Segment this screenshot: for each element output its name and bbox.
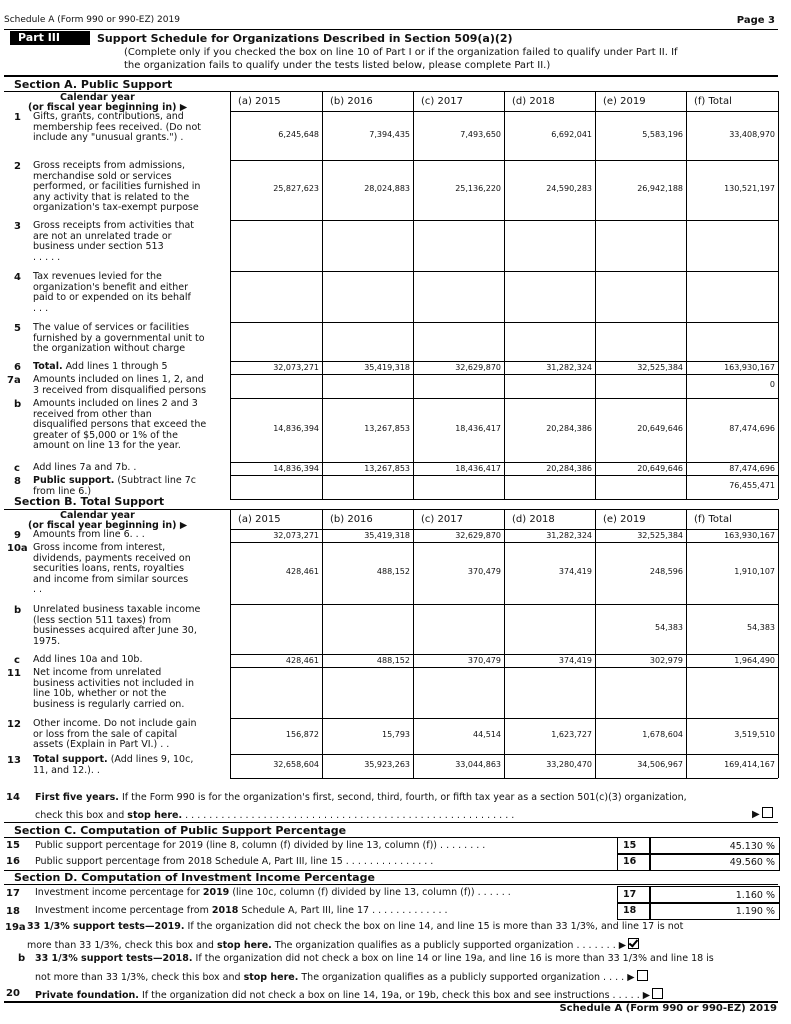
line-19b-desc-3: The organization qualifies as a publicly supported organization . . . .	[301, 972, 625, 983]
divider	[4, 822, 778, 823]
column-rule	[230, 509, 231, 778]
table-cell: 32,629,870	[455, 363, 501, 372]
table-cell: 130,521,197	[724, 184, 775, 193]
line-label-bold: Total.	[33, 361, 63, 372]
table-cell: 156,872	[285, 730, 319, 739]
form-title: Schedule A (Form 990 or 990-EZ) 2019	[4, 15, 180, 25]
table-cell: 14,836,394	[273, 464, 319, 473]
line-label-text: business activities not included in	[33, 677, 194, 689]
line-15-value: 45.130 %	[729, 841, 775, 852]
line-14-bold: First five years.	[35, 792, 119, 803]
table-cell: 18,436,417	[455, 464, 501, 473]
table-cell: 35,419,318	[364, 531, 410, 540]
line-20-text: Private foundation. If the organization did not check a box on line 14, 19a, or 19b, check this box and see instructions . . . . . ▶	[35, 988, 663, 1001]
table-cell: 54,383	[655, 623, 683, 632]
line-number: 12	[7, 719, 21, 730]
table-cell: 28,024,883	[364, 184, 410, 193]
line-label-text: received from other than	[33, 408, 152, 420]
table-cell: 370,479	[467, 567, 501, 576]
line-16-value-box	[649, 853, 780, 871]
line-16-value: 49.560 %	[729, 857, 775, 868]
line-label-text: business under section 513	[33, 241, 164, 253]
line-17-value: 1.160 %	[735, 890, 775, 901]
line-number: 6	[14, 362, 21, 373]
part-tag: Part III	[10, 31, 90, 45]
table-cell: 32,073,271	[273, 363, 319, 372]
column-rule	[686, 91, 687, 499]
line-18-value-box	[649, 902, 780, 920]
line-number: 10a	[7, 543, 28, 554]
line-label-text: from line 6.)	[33, 485, 92, 497]
line-label	[33, 530, 229, 541]
table-cell: 31,282,324	[546, 531, 592, 540]
line-number: b	[14, 399, 22, 410]
line-label-text: amount on line 13 for the year.	[33, 440, 181, 452]
table-cell: 1,678,604	[642, 730, 683, 739]
column-rule	[778, 91, 779, 499]
table-cell: 1,623,727	[551, 730, 592, 739]
line-label-text: securities loans, rents, royalties	[33, 563, 185, 575]
line-17-post: (line 10c, column (f) divided by line 13, column (f)) . . . . . .	[232, 887, 511, 898]
column-header: (f) Total	[694, 96, 732, 107]
line-14-desc-2: check this box and	[35, 810, 125, 821]
line-label	[33, 605, 229, 647]
fiscal-year-label: (or fiscal year beginning in) ▶	[28, 520, 188, 531]
column-header: (a) 2015	[238, 96, 281, 107]
table-cell: 302,979	[649, 656, 683, 665]
line-label-text: disqualified persons that exceed the	[33, 419, 207, 431]
line-num: 20	[6, 988, 20, 999]
table-cell: 7,493,650	[460, 129, 501, 139]
column-rule	[322, 509, 323, 778]
line-label-text: organization's benefit and either	[33, 281, 188, 293]
table-cell: 3,519,510	[734, 730, 775, 739]
column-header: (e) 2019	[603, 514, 646, 525]
line-label-text: Add lines 10a and 10b.	[33, 654, 143, 665]
table-cell: 6,245,648	[278, 129, 319, 139]
table-cell: 32,073,271	[273, 531, 319, 540]
line-19a-desc: If the organization did not check the box on line 14, and line 15 is more than 33 1/3%, and line 17 is not	[187, 921, 684, 932]
line-label	[33, 399, 229, 452]
table-cell: 25,136,220	[455, 184, 501, 193]
part-desc-2: the organization fails to qualify under the tests listed below, please complete Part II.)	[124, 60, 551, 71]
line-box-label: 16	[623, 856, 637, 867]
line-num: b	[18, 953, 26, 964]
column-rule	[595, 509, 596, 778]
column-header: (b) 2016	[330, 96, 373, 107]
section-b-title: Section B. Total Support	[14, 495, 165, 508]
line-label-text: Gross receipts from activities that	[33, 220, 195, 231]
table-cell: 26,942,188	[637, 184, 683, 193]
divider	[4, 29, 778, 30]
line-label	[33, 112, 229, 144]
line-14-text	[35, 792, 687, 803]
line-20-checkbox[interactable]	[652, 988, 663, 999]
line-18-text	[35, 905, 448, 916]
dots: . . . . . . . . . . . . . . . . . . . . . . . . . . . . . . . . . . . . . . . . . . . . . . . . . . . . . . .	[185, 810, 515, 821]
line-number: c	[14, 463, 20, 474]
table-cell: 13,267,853	[364, 464, 410, 473]
table-cell: 488,152	[376, 567, 410, 576]
stop-here: stop here.	[127, 810, 183, 821]
line-num: 16	[6, 856, 20, 867]
line-label-text: The value of services or facilities	[33, 322, 190, 333]
table-cell: 13,267,853	[364, 424, 410, 433]
line-number: c	[14, 655, 20, 666]
line-number: b	[14, 605, 22, 616]
line-number: 7a	[7, 375, 21, 386]
line-label	[33, 323, 229, 355]
line-19b-text	[35, 953, 714, 964]
line-label	[33, 463, 229, 474]
table-cell: 163,930,167	[724, 531, 775, 540]
table-cell: 33,280,470	[546, 760, 592, 769]
table-cell: 1,910,107	[734, 567, 775, 576]
line-label-text: Net income from unrelated	[33, 667, 162, 678]
line-label-text: business is regularly carried on.	[33, 698, 185, 710]
table-cell: 428,461	[285, 567, 319, 576]
page-number: Page 3	[736, 15, 775, 26]
line-label-text: assets (Explain in Part VI.) . .	[33, 739, 170, 751]
line-19a-text	[27, 921, 683, 932]
table-cell: 33,408,970	[729, 129, 775, 139]
column-rule	[686, 509, 687, 778]
column-rule	[230, 91, 231, 499]
line-label-desc: (Add lines 9, 10c,	[110, 754, 194, 765]
column-header: (a) 2015	[238, 514, 281, 525]
table-cell: 25,827,623	[273, 184, 319, 193]
line-16-box	[617, 853, 651, 871]
line-label-text: include any "unusual grants.") .	[33, 132, 184, 144]
part-desc-1: (Complete only if you checked the box on line 10 of Part I or if the organization failed to qualify under Part II. If	[124, 47, 678, 58]
line-label-bold: Public support.	[33, 475, 115, 486]
line-19b-desc-2: not more than 33 1/3%, check this box and	[35, 972, 241, 983]
line-number: 3	[14, 221, 21, 232]
table-cell: 44,514	[473, 730, 501, 739]
table-cell: 15,793	[382, 730, 410, 739]
row-rule	[230, 499, 778, 500]
line-14-desc: If the Form 990 is for the organization's first, second, third, fourth, or fifth tax year as a section 501(c)(3) organization,	[121, 792, 687, 803]
fiscal-year-label: (or fiscal year beginning in) ▶	[28, 102, 188, 113]
line-label-text: . . . . .	[33, 251, 61, 263]
table-cell: 248,596	[649, 567, 683, 576]
column-header: (d) 2018	[512, 514, 555, 525]
line-16-text: Public support percentage from 2018 Schedule A, Part III, line 15 . . . . . . . . . . . . . . .	[35, 856, 434, 867]
line-label-text: Tax revenues levied for the	[33, 271, 162, 282]
section-d-title: Section D. Computation of Investment Income Percentage	[14, 871, 375, 884]
column-rule	[413, 91, 414, 499]
table-cell: 370,479	[467, 656, 501, 665]
table-cell: 169,414,167	[724, 760, 775, 769]
line-18-pre: Investment income percentage from	[35, 905, 209, 916]
line-number: 1	[14, 112, 21, 123]
column-rule	[778, 509, 779, 778]
column-header: (c) 2017	[421, 514, 463, 525]
line-num: 18	[6, 906, 20, 917]
line-num: 14	[6, 792, 20, 803]
line-19b-desc: If the organization did not check a box on line 14 or line 19a, and line 16 is more than 33 1/3% and line 18 is	[195, 953, 714, 964]
column-header: (c) 2017	[421, 96, 463, 107]
part-title: Support Schedule for Organizations Described in Section 509(a)(2)	[97, 32, 513, 45]
table-cell: 34,506,967	[637, 760, 683, 769]
table-cell: 488,152	[376, 656, 410, 665]
table-cell: 54,383	[747, 623, 775, 632]
line-label-text: Unrelated business taxable income	[33, 604, 201, 615]
line-label-desc: Add lines 1 through 5	[65, 361, 168, 372]
line-label	[33, 375, 229, 396]
line-label	[33, 221, 229, 263]
table-cell: 1,964,490	[734, 656, 775, 665]
calendar-year-label: Calendar year	[60, 92, 135, 103]
stop-here: stop here.	[216, 940, 272, 951]
line-number: 2	[14, 161, 21, 172]
line-label-text: Other income. Do not include gain	[33, 718, 197, 729]
table-cell: 35,923,263	[364, 760, 410, 769]
column-rule	[595, 91, 596, 499]
column-header: (b) 2016	[330, 514, 373, 525]
table-cell: 31,282,324	[546, 363, 592, 372]
table-cell: 87,474,696	[729, 464, 775, 473]
table-cell: 32,629,870	[455, 531, 501, 540]
column-header: (e) 2019	[603, 96, 646, 107]
table-cell: 32,658,604	[273, 760, 319, 769]
column-rule	[322, 91, 323, 499]
line-label	[33, 719, 229, 751]
row-rule	[230, 778, 778, 779]
line-label-text: merchandise sold or services	[33, 170, 172, 182]
line-label-text: 11, and 12.). .	[33, 764, 100, 776]
line-19a-text-2: more than 33 1/3%, check this box and stop here. The organization qualifies as a publicly supported organization . . . . . . . ▶	[27, 938, 639, 951]
line-19a-checkbox[interactable]	[628, 938, 639, 949]
column-rule	[504, 509, 505, 778]
line-15-text: Public support percentage for 2019 (line 8, column (f) divided by line 13, column (f)) . . . . . . . .	[35, 840, 486, 851]
table-cell: 20,649,646	[637, 464, 683, 473]
line-14-number	[6, 792, 20, 803]
line-label-text: organization's tax-exempt purpose	[33, 202, 199, 214]
line-label-bold: Total support.	[33, 754, 108, 765]
line-label-text: furnished by a governmental unit to	[33, 332, 205, 344]
line-label-text	[33, 476, 229, 487]
line-label	[33, 272, 229, 314]
table-cell: 20,649,646	[637, 424, 683, 433]
table-cell: 163,930,167	[724, 363, 775, 372]
line-label-text: Amounts included on lines 2 and 3	[33, 398, 198, 409]
line-label	[33, 362, 229, 373]
line-label-text	[33, 362, 229, 373]
line-num: 19a	[5, 922, 26, 933]
line-number: 4	[14, 272, 21, 283]
column-header: (d) 2018	[512, 96, 555, 107]
line-17-year: 2019	[202, 887, 230, 898]
column-header: (f) Total	[694, 514, 732, 525]
line-label	[33, 668, 229, 710]
line-19a-bold: 33 1/3% support tests—2019.	[27, 921, 185, 932]
line-label-text: or loss from the sale of capital	[33, 728, 178, 740]
table-cell: 87,474,696	[729, 424, 775, 433]
line-label-text: and income from similar sources	[33, 573, 189, 585]
line-label-text: Gross income from interest,	[33, 542, 166, 553]
line-label-text: Add lines 7a and 7b. .	[33, 462, 137, 473]
table-cell: 374,419	[558, 656, 592, 665]
line-number: 5	[14, 323, 21, 334]
line-14-text-2	[35, 810, 514, 821]
line-19a-desc-2: more than 33 1/3%, check this box and	[27, 940, 214, 951]
table-cell: 33,044,863	[455, 760, 501, 769]
line-label-text: Gifts, grants, contributions, and	[33, 111, 184, 122]
line-label-text: . .	[33, 584, 43, 596]
line-14-checkbox-wrap: ▶	[752, 807, 773, 820]
line-label-text: Amounts included on lines 1, 2, and	[33, 374, 204, 385]
line-label-text: dividends, payments received on	[33, 552, 191, 564]
stop-here: stop here.	[243, 972, 299, 983]
line-label-text: 1975.	[33, 635, 61, 647]
table-cell: 428,461	[285, 656, 319, 665]
table-cell: 20,284,386	[546, 424, 592, 433]
line-19b-checkbox[interactable]	[637, 970, 648, 981]
line-label-text: Amounts from line 6. . .	[33, 529, 145, 540]
table-cell: 374,419	[558, 567, 592, 576]
line-17-text	[35, 887, 511, 898]
line-18-value: 1.190 %	[735, 906, 775, 917]
line-18-post: Schedule A, Part III, line 17 . . . . . . . . . . . . .	[241, 905, 448, 916]
line-box-label: 15	[623, 840, 637, 851]
line-18-box	[617, 902, 651, 920]
line-18-year: 2018	[211, 905, 239, 916]
line-label-text: 3 received from disqualified persons	[33, 384, 207, 396]
divider	[4, 75, 778, 77]
column-rule	[504, 91, 505, 499]
table-cell: 32,525,384	[637, 531, 683, 540]
calendar-year-label: Calendar year	[60, 510, 135, 521]
line-box-label: 18	[623, 905, 637, 916]
line-label-text: the organization without charge	[33, 343, 186, 355]
line-label-text: (less section 511 taxes) from	[33, 614, 172, 626]
footer-form-title: Schedule A (Form 990 or 990-EZ) 2019	[559, 1003, 777, 1014]
line-19b-bold: 33 1/3% support tests—2018.	[35, 953, 193, 964]
table-cell: 20,284,386	[546, 464, 592, 473]
line-num: 15	[6, 840, 20, 851]
line-number: 13	[7, 755, 21, 766]
line-number: 9	[14, 530, 21, 541]
line-14-checkbox[interactable]	[762, 807, 773, 818]
table-cell: 18,436,417	[455, 424, 501, 433]
line-box-label: 17	[623, 889, 637, 900]
line-number: 8	[14, 476, 21, 487]
line-label-desc: (Subtract line 7c	[117, 475, 197, 486]
line-label-text: line 10b, whether or not the	[33, 688, 167, 700]
line-label-text: greater of $5,000 or 1% of the	[33, 429, 178, 441]
table-cell: 35,419,318	[364, 363, 410, 372]
line-label	[33, 543, 229, 596]
table-cell: 7,394,435	[369, 129, 410, 139]
line-label-text: are not an unrelated trade or	[33, 230, 172, 242]
line-label-text: paid to or expended on its behalf	[33, 292, 191, 304]
line-19b-text-2: not more than 33 1/3%, check this box and stop here. The organization qualifies as a publicly supported organization . . . . ▶	[35, 970, 648, 983]
line-label-text: businesses acquired after June 30,	[33, 625, 197, 637]
line-number: 11	[7, 668, 21, 679]
line-label-text: Gross receipts from admissions,	[33, 160, 185, 171]
line-label-text: membership fees received. (Do not	[33, 121, 201, 133]
line-label-text: . . .	[33, 302, 49, 314]
table-cell: 5,583,196	[642, 129, 683, 139]
line-19a-desc-3: The organization qualifies as a publicly supported organization . . . . . . .	[274, 940, 616, 951]
table-cell: 14,836,394	[273, 424, 319, 433]
line-20-desc: If the organization did not check a box on line 14, 19a, or 19b, check this box and see instructions . . . . .	[141, 990, 640, 1001]
line-label	[33, 655, 229, 666]
line-label	[33, 755, 229, 776]
line-label	[33, 476, 229, 497]
line-label-text: performed, or facilities furnished in	[33, 181, 201, 193]
divider	[4, 884, 778, 885]
table-cell: 0	[769, 380, 775, 389]
section-a-title: Section A. Public Support	[14, 78, 173, 91]
line-20-bold: Private foundation.	[35, 990, 139, 1001]
table-cell: 32,525,384	[637, 363, 683, 372]
table-cell: 24,590,283	[546, 184, 592, 193]
table-cell: 76,455,471	[729, 481, 775, 490]
table-cell: 6,692,041	[551, 129, 592, 139]
line-label-text	[33, 755, 229, 766]
line-label	[33, 161, 229, 214]
line-num: 17	[6, 888, 20, 899]
line-label-text: any activity that is related to the	[33, 191, 190, 203]
line-17-pre: Investment income percentage for	[35, 887, 200, 898]
section-c-title: Section C. Computation of Public Support Percentage	[14, 824, 347, 837]
column-rule	[413, 509, 414, 778]
